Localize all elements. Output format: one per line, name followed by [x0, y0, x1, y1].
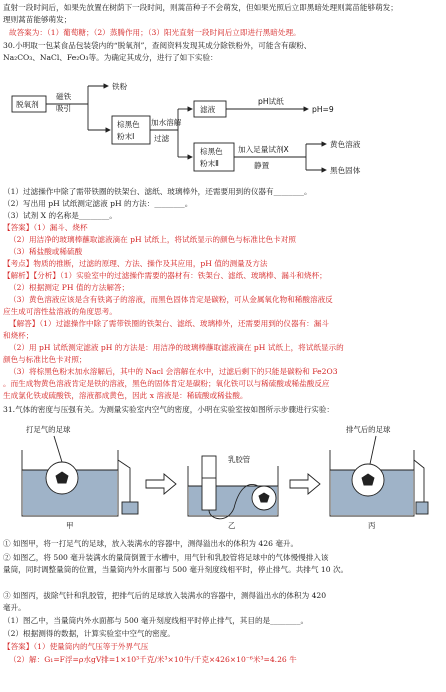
- question-30-2: （2）写出用 pH 试纸测定滤液 pH 的方法：________。: [3, 199, 193, 208]
- question-31-1: （1）图乙中，当量筒内外水面都与 500 毫升刻度线相平时停止排气，其目的是________。: [3, 616, 309, 625]
- answer-line: （2）用洁净的玻璃棒蘸取滤液滴在 pH 试纸上，将试纸显示的颜色与标准比色卡对照: [9, 235, 296, 244]
- cylinder-yi: [202, 456, 216, 510]
- ph-value-label: pH=9: [312, 105, 334, 114]
- solution-line: 生成氯化铁或硫酸铁，溶液都成黄色，因此 x 溶液是：稀硫酸或稀盐酸。: [3, 391, 248, 400]
- answer-line: （3）稀盐酸或稀硫酸: [9, 247, 83, 256]
- answer-line: （2）解：G₁=F浮=ρ水gV排=1×10³千克/米³×10牛/千克×426×10⁻⁶米³=4.26 牛: [9, 655, 297, 664]
- figure-label-bing: 排气后的足球: [346, 425, 391, 434]
- step-2: 量筒，同时调整量筒的位置，当量筒内外水面都与 500 毫升刻度线相平时，停止排气。共排气 10 次。: [3, 565, 349, 574]
- analysis-line: （2）根据测定 PH 值的方法解答；: [9, 283, 130, 292]
- answer-line: 故答案为：（1）葡萄糖；（2）蒸腾作用；（3）阳光直射一段时间后立即进行黑暗处理。: [9, 28, 301, 37]
- step-3: ③ 如图丙，拔除气针和乳胶管，把排气后的足球放入装满水的容器中，测得溢出水的体积为 420: [3, 591, 327, 600]
- flow-diagram: [8, 80, 388, 178]
- solution-line: （3）将棕黑色粉末加水溶解后，其中的 Nacl 会溶解在水中，过滤后剩下的只能是碳粉和 Fe2O3: [9, 367, 338, 376]
- black-solid-label: 黑色固体: [330, 166, 361, 175]
- question-30-3: （3）试剂 X 的名称是________。: [3, 211, 117, 220]
- powder-2-label: 棕黑色: [200, 147, 223, 156]
- reagent-label: 加入足量试剂X: [238, 145, 289, 154]
- question-30-stem: 30.小明取一包某食品包装袋内的“脱氧剂”，查阅资料发现其成分除铁粉外，可能含有碳粉、: [3, 41, 312, 50]
- solution-line: 和烧杯；: [3, 331, 34, 340]
- analysis-line: 应生成可溶性盐溶液的角度思考。: [3, 307, 117, 316]
- powder-1-label: 棕黑色: [117, 120, 140, 129]
- caption-jia: 甲: [66, 521, 74, 530]
- powder-2-label: 粉末Ⅱ: [200, 159, 219, 168]
- step-2: ② 如图乙，将 500 毫升装满水的量筒倒置于水槽中，用气针和乳胶管将足球中的气体慢慢排入该: [3, 553, 329, 562]
- analysis-line: （3）黄色溶液应该是含有铁离子的溶液，而黑色固体肯定是碳粉，可从金属氧化物和稀酸溶液反: [9, 295, 333, 304]
- iron-powder-label: 铁粉: [112, 82, 128, 91]
- filtrate-label: 滤液: [200, 105, 216, 114]
- solution-line: 【解答】（1）过滤操作中除了需带铁圈的铁架台、滤纸、玻璃棒外，还需要用到的仪器有：漏斗: [9, 319, 329, 328]
- powder-1-label: 粉末Ⅰ: [117, 132, 135, 141]
- answer-head: 【答案】（1）使量筒内的气压等于外界气压: [3, 642, 149, 651]
- answer-head: 【答案】（1）漏斗、烧杯: [3, 223, 88, 232]
- step-3: 毫升。: [3, 603, 26, 612]
- solution-line: （2）用 pH 试纸测定滤液 pH 的方法是：用洁净的玻璃棒蘸取滤液滴在 pH 试纸上，将试纸显示的: [9, 343, 344, 352]
- question-31-2: （2）根据测得的数据，计算实验室中空气的密度。: [3, 629, 175, 638]
- text-line: 直射一段时间后，如果先放置在树荫下一段时间，则蒿苗种子不会萌发，但如果光照后立即黑暗处理则蒿苗能够萌发；: [3, 3, 398, 12]
- deoxidizer-label: 脱氧剂: [16, 100, 39, 109]
- caption-bing: 丙: [368, 521, 376, 530]
- caption-yi: 乙: [228, 521, 236, 530]
- dissolve-label: 加水溶解: [151, 118, 182, 127]
- solution-line: 。而生成物黄色溶液肯定是铁的溶液，黑色的固体肯定是碳粉；氧化铁可以与稀硫酸或稀盐酸反应: [3, 379, 330, 388]
- step-1: ① 如图甲，将一打足气的足球，放入装满水的容器中，测得溢出水的体积为 426 毫升。: [3, 539, 299, 548]
- filter-label: 过滤: [154, 134, 170, 143]
- question-30-1: （1）过滤操作中除了需带铁圈的铁架台、滤纸、玻璃棒外，还需要用到的仪器有________。: [3, 187, 312, 196]
- question-31-stem: 31.气体的密度与压强有关。为测量实验室内空气的密度，小明在实验室按如图所示步骤进行实验：: [3, 405, 335, 414]
- figure-label-yi: 乳胶管: [228, 455, 251, 464]
- question-30-stem: Na₂CO₃、NaCl、Fe₂O₃等。为确定其成分，进行了如下实验：: [3, 53, 218, 62]
- yellow-solution-label: 黄色溶液: [330, 140, 361, 149]
- figure-label-jia: 打足气的足球: [26, 425, 71, 434]
- analysis-line: 【解析】【分析】（1）实验室中的过滤操作需要的器材有：铁架台、滤纸、玻璃棒、漏斗和烧杯；: [3, 271, 327, 280]
- exam-point: 【考点】物质的推断，过滤的原理、方法、操作及其应用，pH 值的测量及方法: [3, 259, 268, 268]
- magnet-label: 磁铁: [56, 92, 72, 101]
- experiment-figure: [14, 420, 430, 532]
- ph-paper-label: pH试纸: [258, 97, 284, 106]
- settle-label: 静置: [254, 161, 270, 170]
- magnet-label: 吸引: [56, 104, 72, 113]
- solution-line: 颜色与标准比色卡对照；: [3, 355, 87, 364]
- text-line: 理则蒿苗能够萌发；: [3, 15, 72, 24]
